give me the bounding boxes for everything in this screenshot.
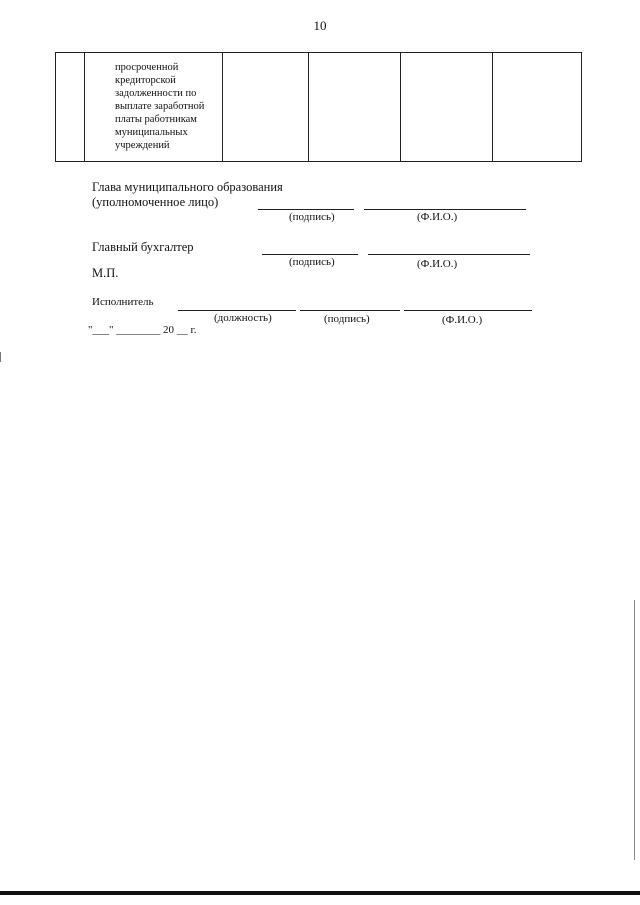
accountant-fio-line bbox=[368, 254, 530, 255]
executor-label: Исполнитель bbox=[92, 296, 154, 308]
date-line: "___" ________ 20 __ г. bbox=[88, 324, 197, 336]
indicator-line: просроченной bbox=[115, 62, 179, 73]
executor-position-line bbox=[178, 310, 296, 311]
accountant-signature-line bbox=[262, 254, 358, 255]
indicator-text bbox=[85, 53, 222, 152]
indicator-line: муниципальных bbox=[115, 127, 188, 138]
accountant-fio-caption: (Ф.И.О.) bbox=[417, 258, 458, 270]
head-signature-caption: (подпись) bbox=[289, 211, 335, 223]
scan-bottom-border bbox=[0, 891, 640, 895]
table-cell-empty bbox=[223, 53, 309, 162]
head-fio-caption: (Ф.И.О.) bbox=[417, 211, 458, 223]
indicator-line: кредиторской bbox=[115, 75, 176, 86]
executor-signature-caption: (подпись) bbox=[324, 313, 370, 325]
accountant-label: Главный бухгалтер bbox=[92, 240, 194, 254]
table-cell-empty bbox=[401, 53, 493, 162]
accountant-signature-caption: (подпись) bbox=[289, 256, 335, 268]
executor-fio-caption: (Ф.И.О.) bbox=[442, 314, 483, 326]
executor-signature-line bbox=[300, 310, 400, 311]
head-title-line2: (уполномоченное лицо) bbox=[92, 195, 219, 209]
executor-fio-line bbox=[404, 310, 532, 311]
table-cell-empty bbox=[56, 53, 85, 162]
table-cell-empty bbox=[493, 53, 582, 162]
head-signature-line bbox=[258, 209, 354, 210]
executor-position-caption: (должность) bbox=[214, 312, 272, 324]
seal-label: М.П. bbox=[92, 266, 119, 280]
table-row bbox=[56, 53, 582, 162]
page-number: 10 bbox=[313, 18, 327, 33]
head-fio-line bbox=[364, 209, 526, 210]
indicator-line: выплате заработной bbox=[115, 101, 205, 112]
report-table bbox=[55, 52, 582, 162]
scan-mark bbox=[0, 352, 2, 362]
indicator-line: платы работникам bbox=[115, 114, 197, 125]
scan-edge bbox=[634, 600, 635, 860]
indicator-line: задолженности по bbox=[115, 88, 197, 99]
head-title-line1: Глава муниципального образования bbox=[92, 180, 283, 194]
table-cell-empty bbox=[309, 53, 401, 162]
indicator-line: учреждений bbox=[115, 140, 170, 151]
table-cell-indicator bbox=[85, 53, 223, 162]
